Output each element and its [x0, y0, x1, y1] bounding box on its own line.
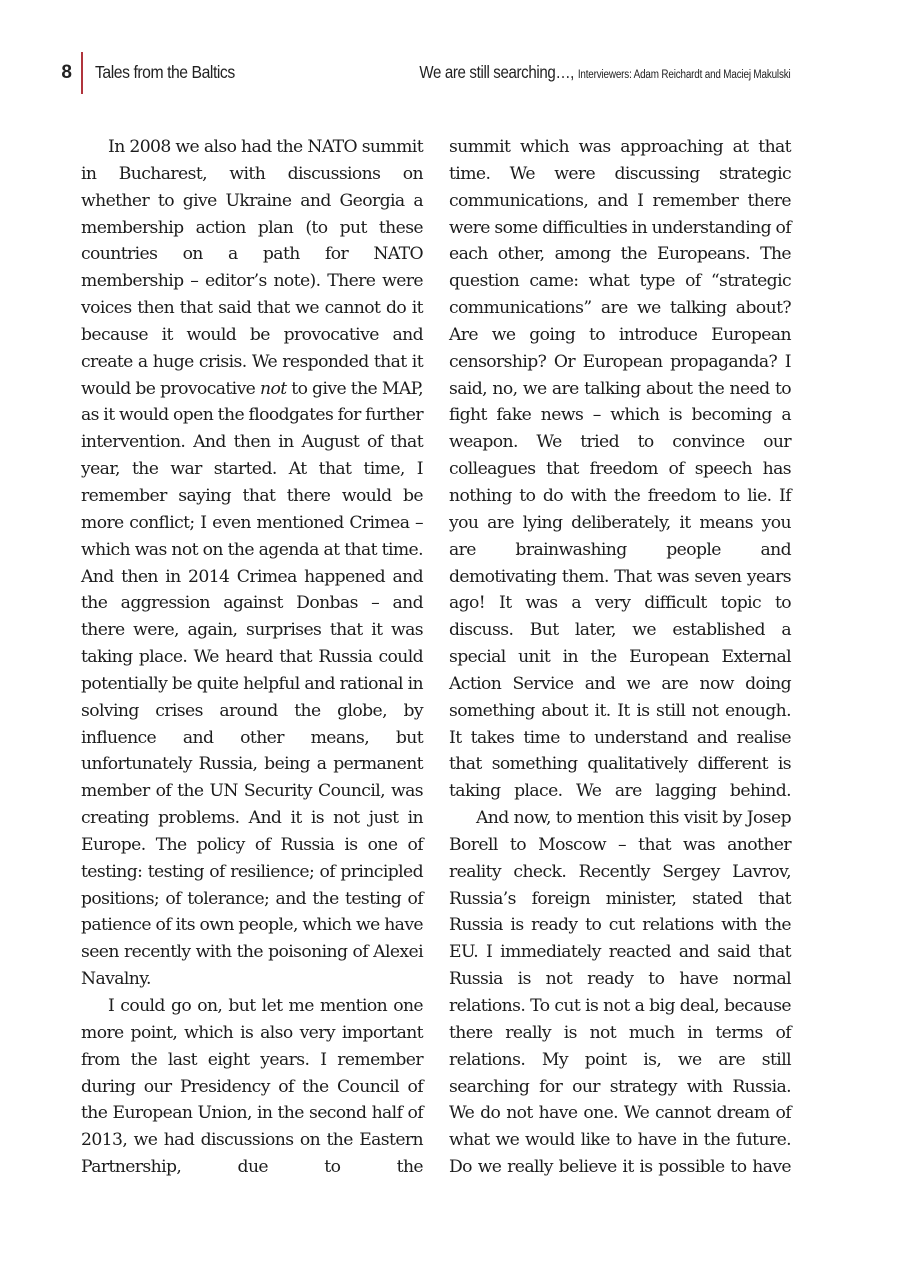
left-column: [81, 134, 423, 1181]
paragraph: [81, 134, 423, 993]
chapter-title: We are still searching…,: [419, 62, 575, 82]
chapter-info: [420, 62, 791, 83]
page-number: 8: [61, 62, 72, 83]
paragraph: And now, to mention this visit by Josep Borell to Moscow – that was another reality check. Recently Sergey Lavrov, Russia’s foreign minister, stated that Russia is ready to cut relations with the EU. I immediately reacted and said that Russia is not ready to have normal relations. To cut is not a big deal, because there really is not much in terms of relations. My point is, we are still searching for our strategy with Russia. We do not have one. We cannot dream of what we would like to have in the future. Do we really believe it is possible to have: [449, 808, 791, 1178]
paragraph-text: In 2008 we also had the NATO summit in Bucharest, with discussions on whether to give Ukraine and Georgia a membership action plan (to put these countries on a path for NATO membership – editor’s note). There were voices then that said that we cannot do it because it would be provocative and create a huge crisis. We responded that it would be provocative: [81, 137, 423, 399]
paragraph-text: to give the MAP, as it would open the floodgates for further intervention. And then in August of that year, the war started. At that time, I remember saying that there would be more conflict; I even mentioned Crimea – which was not on the agenda at that time. And then in 2014 Crimea happened and the aggression against Donbas – and there were, again, surprises that it was taking place. We heard that Russia could potentially be quite helpful and rational in solving crises around the globe, by influence and other means, but unfortunately Russia, being a permanent member of the UN Security Council, was creating problems. And it is not just in Europe. The policy of Russia is one of testing: testing of resilience; of principled positions; of tolerance; and the testing of patience of its own people, which we have seen recently with the poisoning of Alexei Navalny.: [81, 378, 424, 990]
emphasis-text: not: [260, 378, 287, 399]
page-header: [0, 0, 899, 100]
running-title: Tales from the Baltics: [95, 62, 235, 82]
paragraph: I could go on, but let me mention one more point, which is also very important from the last eight years. I remember during our Presidency of the Council of the European Union, in the second half of 2013, we had discussions on the Eastern Partnership, due to the: [81, 996, 423, 1178]
header-divider: [81, 52, 83, 94]
paragraph: summit which was approaching at that time. We were discussing strategic communications, and I remember there were some difficulties in understanding of each other, among the Europeans. The question came: what type of “strategic communications” are we talking about? Are we going to introduce European censorship? Or European propaganda? I said, no, we are talking about the need to fight fake news – which is becoming a weapon. We tried to convince our colleagues that freedom of speech has nothing to do with the freedom to lie. If you are lying deliberately, it means you are brainwashing people and demotivating them. That was seven years ago! It was a very difficult topic to discuss. But later, we established a special unit in the European External Action Service and we are now doing something about it. It is still not enough. It takes time to understand and realise that something qualitatively different is taking place. We are lagging behind.: [449, 137, 791, 802]
right-column: [449, 134, 791, 1181]
chapter-interviewers: Interviewers: Adam Reichardt and Maciej Makulski: [578, 69, 791, 81]
